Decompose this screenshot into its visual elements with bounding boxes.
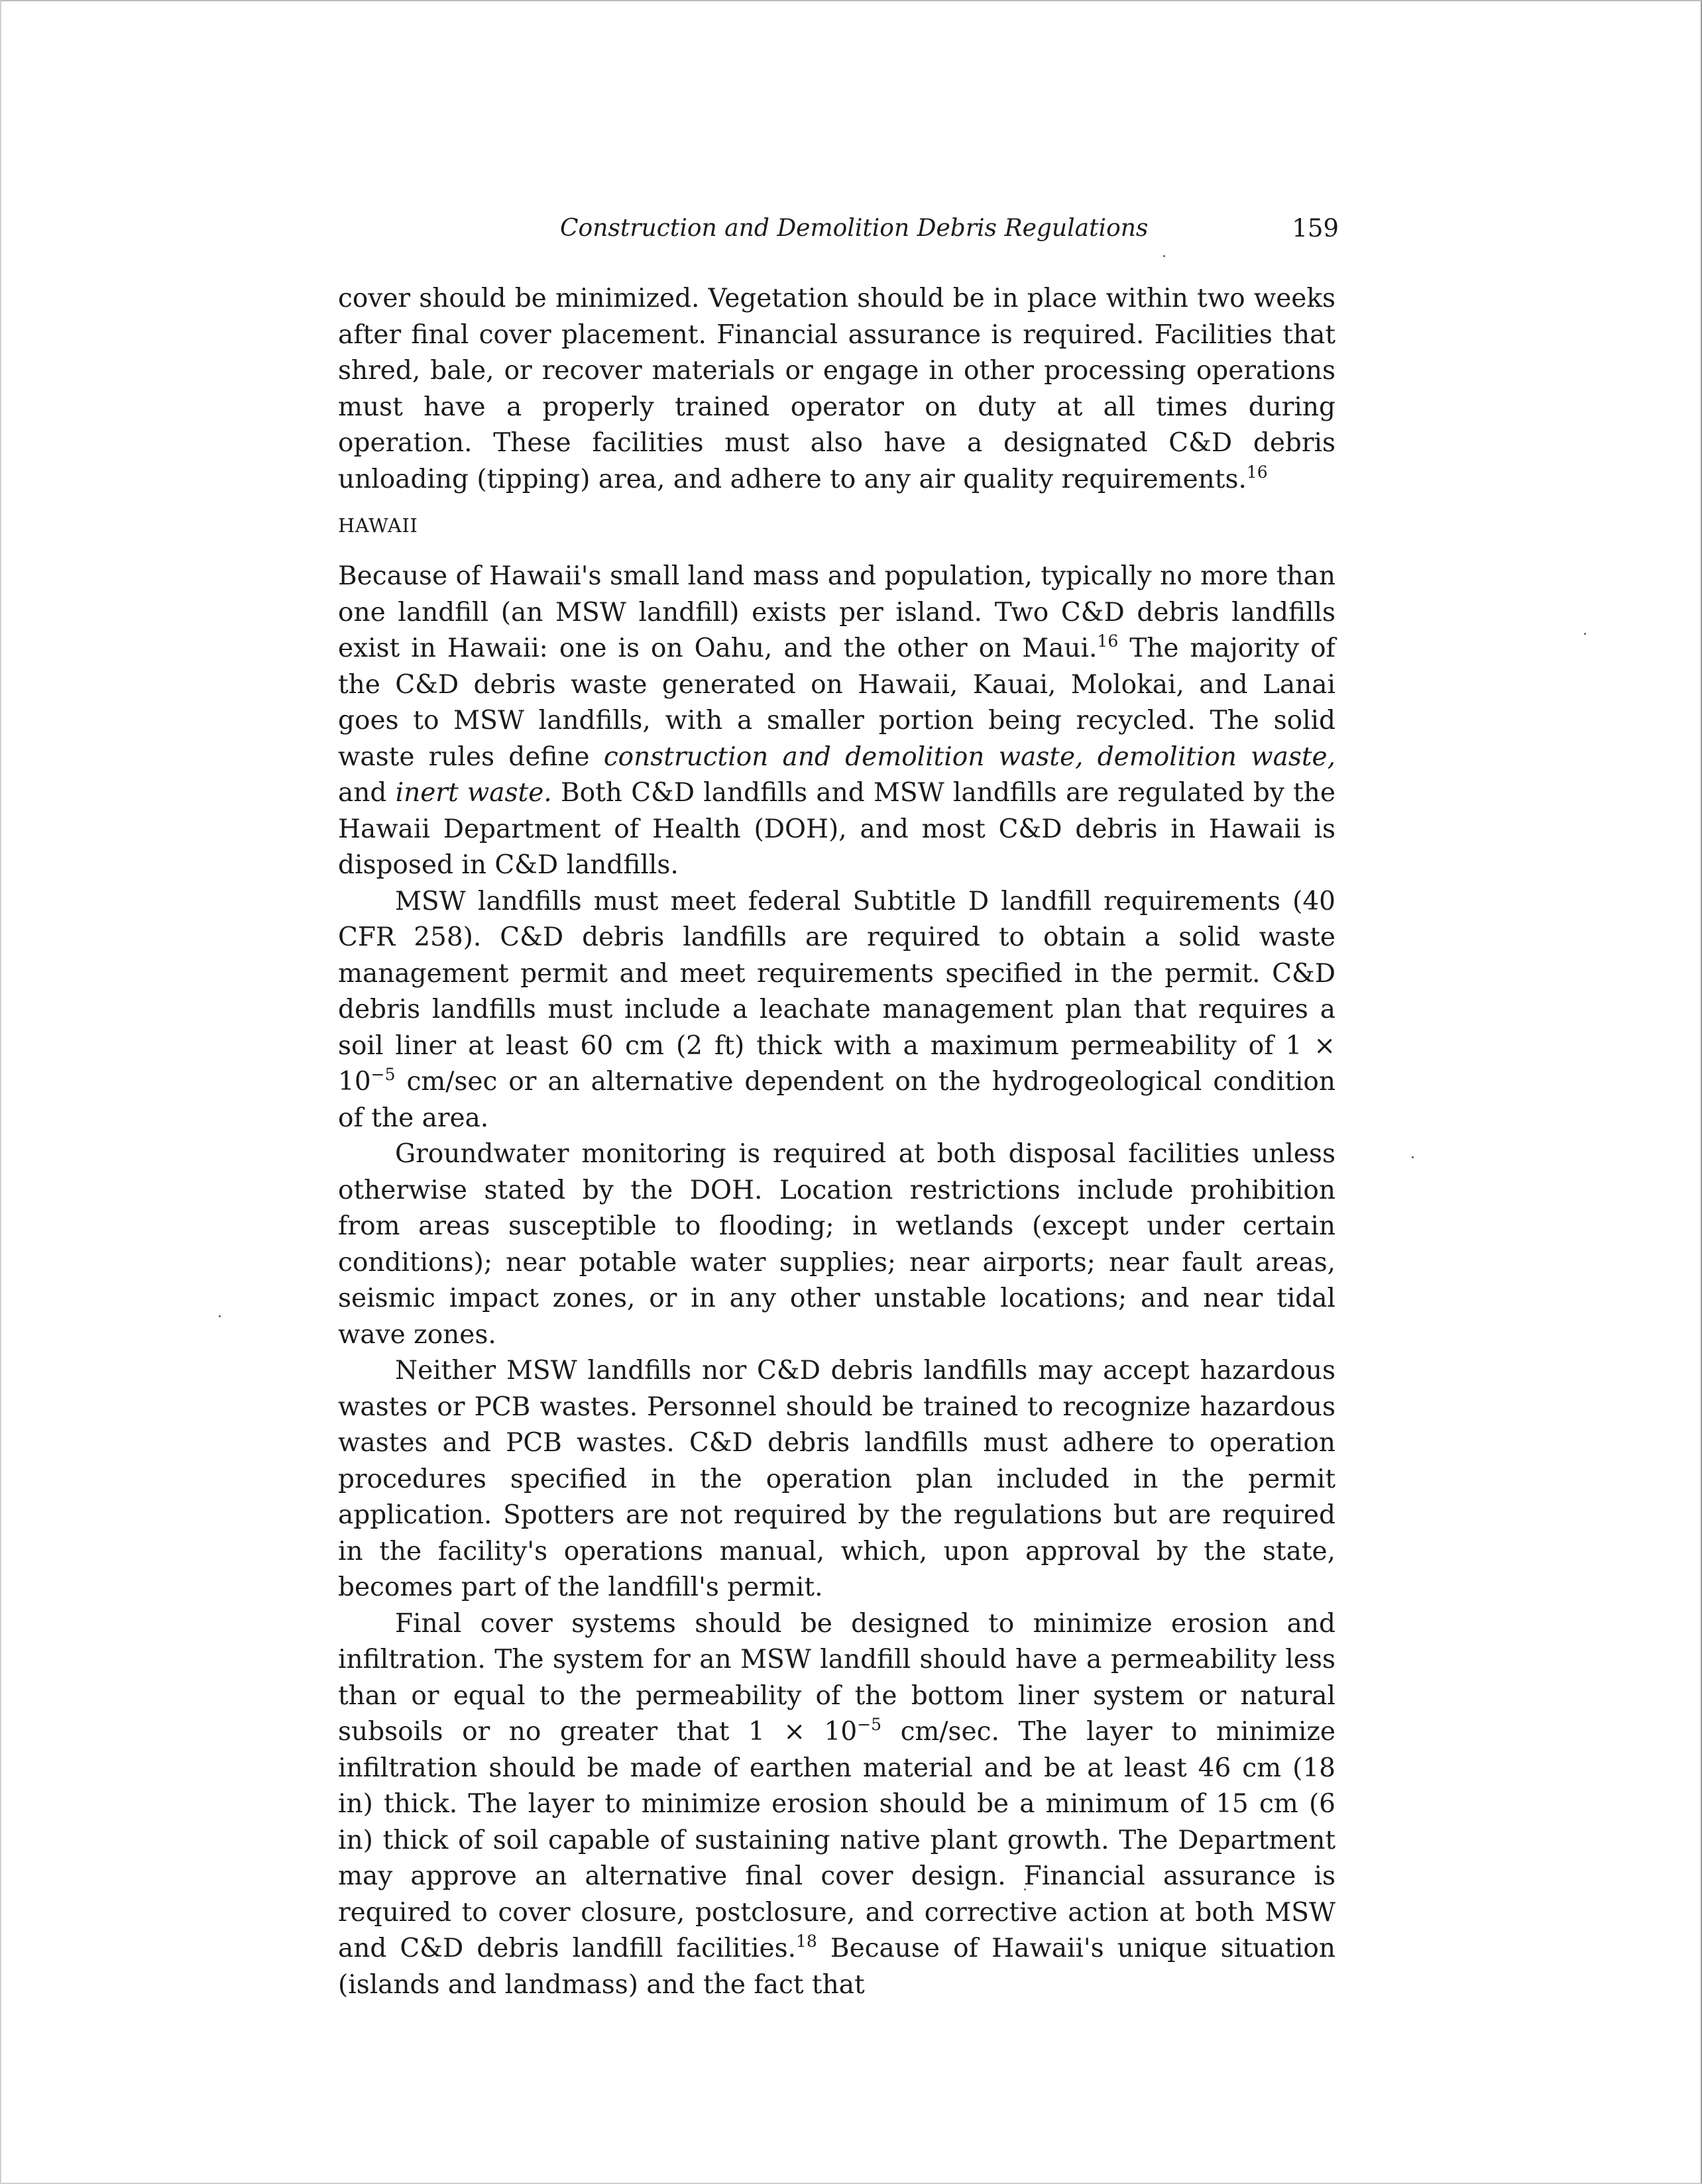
paragraph-msw-requirements: [338, 884, 1335, 1137]
scan-speck: [219, 1315, 221, 1317]
paragraph-hawaii-intro: [338, 559, 1335, 884]
paragraph-text: The majority of the C&D debris waste generated on Hawaii, Kauai, Molokai, and Lanai goes to MSW landfills, with a smaller portion being recycled. The solid waste rules define: [338, 633, 1335, 772]
body-text: [338, 281, 1335, 2003]
footnote-ref: 18: [796, 1932, 817, 1951]
paragraph-continued: [338, 281, 1335, 498]
section-heading-hawaii: HAWAII: [338, 514, 418, 537]
footnote-ref: 16: [1246, 462, 1268, 482]
paragraph-text: cm/sec or an alternative dependent on the hydrogeological condition of the area.: [338, 1067, 1335, 1133]
paragraph-text: cm/sec. The layer to minimize infiltration should be made of earthen material and be at least 46 cm (18 in) thick. The layer to minimize erosion should be a minimum of 15 cm (6 in) thick of soil capable of sustaining native plant growth. The Department may approve an alternative final cover design. Financial assurance is required to cover closure, postclosure, and corrective action at both MSW and C&D debris landfill facilities.: [338, 1717, 1335, 1963]
paragraph-text: Final cover systems should be designed to minimize erosion and infiltration. The system for an MSW landfill should have a permeability less than or equal to the permeability of the bottom liner system or natural subsoils or no greater that 1 × 10: [338, 1608, 1335, 1747]
scan-speck: [1412, 1156, 1414, 1158]
scan-speck: [1163, 255, 1165, 257]
running-title: Construction and Demolition Debris Regulations: [560, 215, 1149, 242]
paragraph-text: MSW landfills must meet federal Subtitle D landfill requirements (40 CFR 258). C&D debris landfills are required to obtain a solid waste management permit and meet requirements specified in the permit. C&D debris landfills must include a leachate management plan that requires a soil liner at least 60 cm (2 ft) thick with a maximum permeability of 1 × 10: [338, 886, 1335, 1097]
paragraph-text: Groundwater monitoring is required at both disposal facilities unless otherwise stated by the DOH. Location restrictions include prohibition from areas susceptible to flooding; in wetlands (except under certain conditions); near potable water supplies; near airports; near fault areas, seismic impact zones, or in any other unstable locations; and near tidal wave zones.: [338, 1139, 1335, 1350]
defined-term: inert waste.: [395, 778, 552, 808]
paragraph-text: and: [338, 778, 396, 808]
paragraph-hazardous-wastes: [338, 1353, 1335, 1606]
paragraph-text: cover should be minimized. Vegetation should be in place within two weeks after final cover placement. Financial assurance is required. Facilities that shred, bale, or recover materials or engage in other processing operations must have a properly trained operator on duty at all times during operation. These facilities must also have a designated C&D debris unloading (tipping) area, and adhere to any air quality requirements.: [338, 284, 1335, 494]
paragraph-text: Both C&D landfills and MSW landfills are regulated by the Hawaii Department of Health (DOH), and most C&D debris in Hawaii is disposed in C&D landfills.: [338, 778, 1336, 880]
paragraph-text: Because of Hawaii's unique situation (islands and landmass) and the fact that: [338, 1934, 1335, 2000]
exponent: −5: [370, 1065, 396, 1084]
defined-term: construction and demolition waste, demolition waste,: [603, 741, 1335, 772]
exponent: −5: [857, 1715, 882, 1734]
footnote-ref: 16: [1097, 631, 1119, 651]
scan-speck: [1584, 633, 1586, 635]
paragraph-final-cover: [338, 1606, 1335, 2004]
paragraph-text: Neither MSW landfills nor C&D debris landfills may accept hazardous wastes or PCB wastes. Personnel should be trained to recognize hazardous wastes and PCB wastes. C&D debris landfills must adhere to operation procedures specified in the operation plan included in the permit application. Spotters are not required by the regulations but are required in the facility's operations manual, which, upon approval by the state, becomes part of the landfill's permit.: [338, 1356, 1335, 1602]
page-number: 159: [1292, 214, 1339, 243]
paragraph-text: Because of Hawaii's small land mass and population, typically no more than one landfill (an MSW landfill) exists per island. Two C&D debris landfills exist in Hawaii: one is on Oahu, and the other on Maui.: [338, 561, 1335, 663]
running-head: [338, 212, 1339, 252]
paragraph-groundwater: [338, 1136, 1335, 1353]
